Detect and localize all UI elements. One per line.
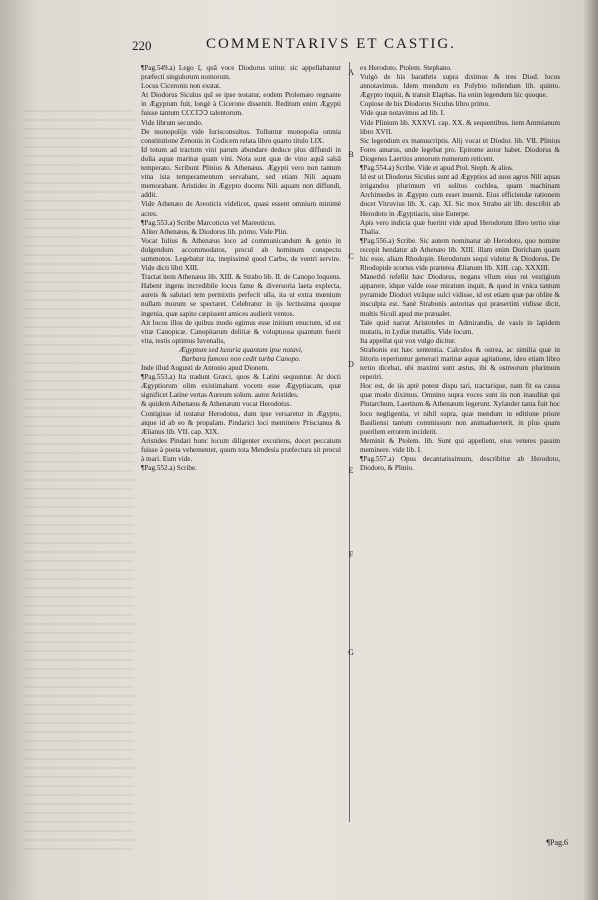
paragraph: Tractat item Athenæus lib. XIII. & Strabo lib. II. de Canopo loquens. Habent ingens incredibile locus fame & diversoria laeta explecta, aureis & salutari tem permixtis perfecit ulla, ita ut extra mœnium nullam morum se spectaret. Celebratur in ijs lectissima quoque ingenia, quæ sapito cæpissent amices audierit ventos.	[141, 273, 341, 318]
page-number: 220	[132, 38, 152, 53]
paragraph: Contigisse id testatur Herodotus, dum ipse versaretur in Ægypto, atque id ab eo & propalam. Pindarici loci meminere Priscianus & Ælianus lib. VII. cap. XIX.	[141, 409, 341, 436]
verse-line: Barbara famoso non cedit turba Canopo.	[181, 355, 301, 363]
paragraph: ¶Pag.557.a) Opus decantatissimum, describitur ab Herodoto, Diodoro, & Plinio.	[360, 455, 560, 473]
margin-letters	[345, 62, 357, 822]
paragraph: Hoc est, de iis aptè potest dispu tari, tractarique, nam fit ea causa quæ modo diximus. Omnino supra voces sunt iis non inauditæ qui Plutarchum, Laertium & Athenæum legerunt. Xylander tanta fuit hoc loco negligentia, vt nihil supra, quæ mendum in editione priore Basiliensi tantum commissum non animaduerterit, in plus quam puerilem errorem inciderit.	[360, 382, 560, 436]
margin-letter: D	[348, 360, 354, 369]
paragraph: ¶Pag.554.a) Scribe. Vide et apud Ptol. Steph. & alios.	[360, 164, 514, 173]
paragraph: Vide librum secundo.	[141, 118, 203, 127]
paragraph: Inde illud Augusti de Antonio apud Dionem.	[141, 364, 269, 373]
catchword: ¶Pag.6	[546, 838, 568, 847]
paragraph: Vulgò de his barathris supra diximus & tres Diod. locos annotavimus. Idem mendum ex Polybio tollendum lib. quinto. Ægypto inquit, & transit Elaphas. Ita enim legendum hic quoque.	[360, 73, 560, 100]
paragraph: Ait locos illos de quibus modo egimus esse initium enuctum, id est vitæ Canopicæ. Canopitarum delitiæ & voluptuosa quantum fuerit vita, testis optimus Iuvenalis,	[141, 318, 341, 345]
verse-line: Ægyptum sed luxuria quantum ipse notavi,	[179, 345, 303, 354]
paragraph: Manethô refellit hæc Diodorus, negans vllum eius rei vestigium apparere, idque valde esse miratum inquit, & quod in vnica tantum pyramide Diodori vtrâque sulci vidisse, id est etiam quæ pæ oblite & insculpta est. Sanè Strabonis autoritas qui præsertim vidisse dicit, multis Siculi apud me præualet.	[360, 273, 560, 318]
paragraph: Tale quid narrat Aristoteles in Admirandis, de vasis in lapidem mutatis, in Lydiæ metallis. Vide locum.	[360, 318, 560, 336]
paragraph: Aliter Athenæus, & Diodorus lib. primo. Vide Plin.	[141, 227, 288, 236]
paragraph: At Diodorus Siculus quî se ipse testatur, eodem Ptolemæo regnante in Ægyptum fuit, longè à Cicerone dissentit. Reditum enim Ægypti fuisse tantum CCCIↃↃ talentorum.	[141, 91, 341, 118]
left-column	[141, 64, 341, 473]
paragraph: Locus Ciceronis non exstat.	[141, 82, 221, 91]
margin-letter: G	[348, 648, 354, 657]
margin-letter: B	[348, 150, 354, 159]
page-header	[132, 38, 572, 60]
paragraph: ¶Pag.553.a) Scribe Marcoticus vel Mareoticus.	[141, 218, 276, 227]
paragraph: Apis vero indicia quæ fuerint vide apud Herodotum libro tertio siue Thalia.	[360, 218, 560, 236]
paragraph: Sic legendum ex manuscriptis. Alij vocat et Diodor. lib. VII. Plinius Fores amarus, unde legebat pro. Epitome autor habet. Diodorus & Diogenes Laertius annorum numerum reticent.	[360, 136, 560, 163]
paragraph: Vide quæ notavimus ad lib. I.	[360, 109, 445, 118]
paragraph: Meminit & Ptolem. lib. Sunt qui appellent, eius veteres passim meminere. vide lib. I.	[360, 436, 560, 454]
margin-letter: C	[348, 252, 354, 261]
paragraph: Strabonis est hæc sententia. Calculos & ostrea, ac similia quæ in littoris reperiuntur generari marinæ aquæ agitatione, ideo etiam libro tertio dicebat, ubi maximi sunt æstus, ibi & ostreorum plurimum reperiri.	[360, 345, 560, 382]
paragraph: Vocat Iulius & Athenæus loco ad communicandum & genio in dulgendum accommodatos, procul ab hominum conspectu summotos. Legebatur ita, inepissimè quod Carbo, de ventri servire. Vide dicti libri XIII.	[141, 236, 341, 273]
margin-letter: E	[348, 466, 354, 475]
paragraph: Aristides Pindari hunc locum diligenter excutiens, docet peccatum fuisse à poeta vehementer, quum tota Mendesia præfectura sit procul à mari. Eum vide.	[141, 436, 341, 464]
paragraph: Copiose de his Diodorus Siculus libro primo.	[360, 100, 490, 109]
paragraph: & quidem Athenæus & Athenæum vocat Herodotus.	[141, 400, 292, 409]
margin-letter: F	[348, 550, 354, 559]
paragraph: Vide Athenæo de Areoticis videlicet, quasi essent omnium minimè acres.	[141, 200, 341, 218]
paragraph: ¶Pag.552.a) Scribe.	[141, 464, 197, 473]
right-column	[360, 64, 560, 473]
running-head: COMMENTARIVS ET CASTIG.	[206, 36, 456, 52]
paragraph: Id est ut Diodorus Siculus sunt ad Ægyptios ad suos agros Nili aquas irrigandos plurimum vti solitos cochlea, quam machinam Archimedes in Ægypto cum esset inuenit. Eius efficiendæ rationem docet Vitruvius lib. X. cap. XI. Sic mox Strabo ait lib. describit ab Herodoto in Ægyptiacis, siue Euterpe.	[360, 173, 560, 218]
page-edge	[584, 0, 598, 900]
paragraph: Id totum ad tractum vini parum abundare deduce plus diffundi in dolia aquæ marinæ quam vini. Nota sunt quæ de vino aquâ salsâ temperato. Scribunt Plinius & Athenæus. Ægypti vero non tantum vina ista temperamentum servabant, sed etiam Nili aquam memorabant. Aristides in Ægypto docens Nili aquam non diffundi, addit.	[141, 145, 341, 200]
paragraph: Vide Plinium lib. XXXVI. cap. XX. & sequentibus. item Ammianum libro XVII.	[360, 118, 560, 136]
paragraph: De monopolijs vide Iurisconsultos. Tolluntur monopolia omnia constitutione Zenonis in Codicem relata libro quarto titulo LIX.	[141, 127, 341, 145]
bleed-through-text	[24, 110, 134, 850]
paragraph: ¶Pag.553.a) Ita tradunt Græci, quos & Latini sequuntur. At docti Ægyptiorum olim existimabant vocem esse Ægyptiacam, quæ significet Latine vertas Aureum solum. autor Aristides.	[141, 373, 341, 400]
paragraph: ¶Pag.556.a) Scribe. Sic autem nominatur ab Herodoto, quo nomine recepit hendatur ab Athenæo lib. XIII. illam enim Doricham quam hic esse, aliam Rhodopin. Herodotum sequi videtur & Diodorus. De Rhodopide scortus vide præterea Ælianum lib. XIII. cap. XXXIII.	[360, 236, 560, 273]
paragraph: ¶Pag.549.a) Lego ξ. quâ voce Diodorus utitur. sic appellabantur præfecti singulorum nomorum.	[141, 64, 341, 82]
margin-letter: A	[348, 68, 354, 77]
paragraph: ex Herodoto. Ptolem. Stephano.	[360, 64, 452, 72]
paragraph: Ita appellat qui vox vulgo dicitur.	[360, 336, 456, 345]
